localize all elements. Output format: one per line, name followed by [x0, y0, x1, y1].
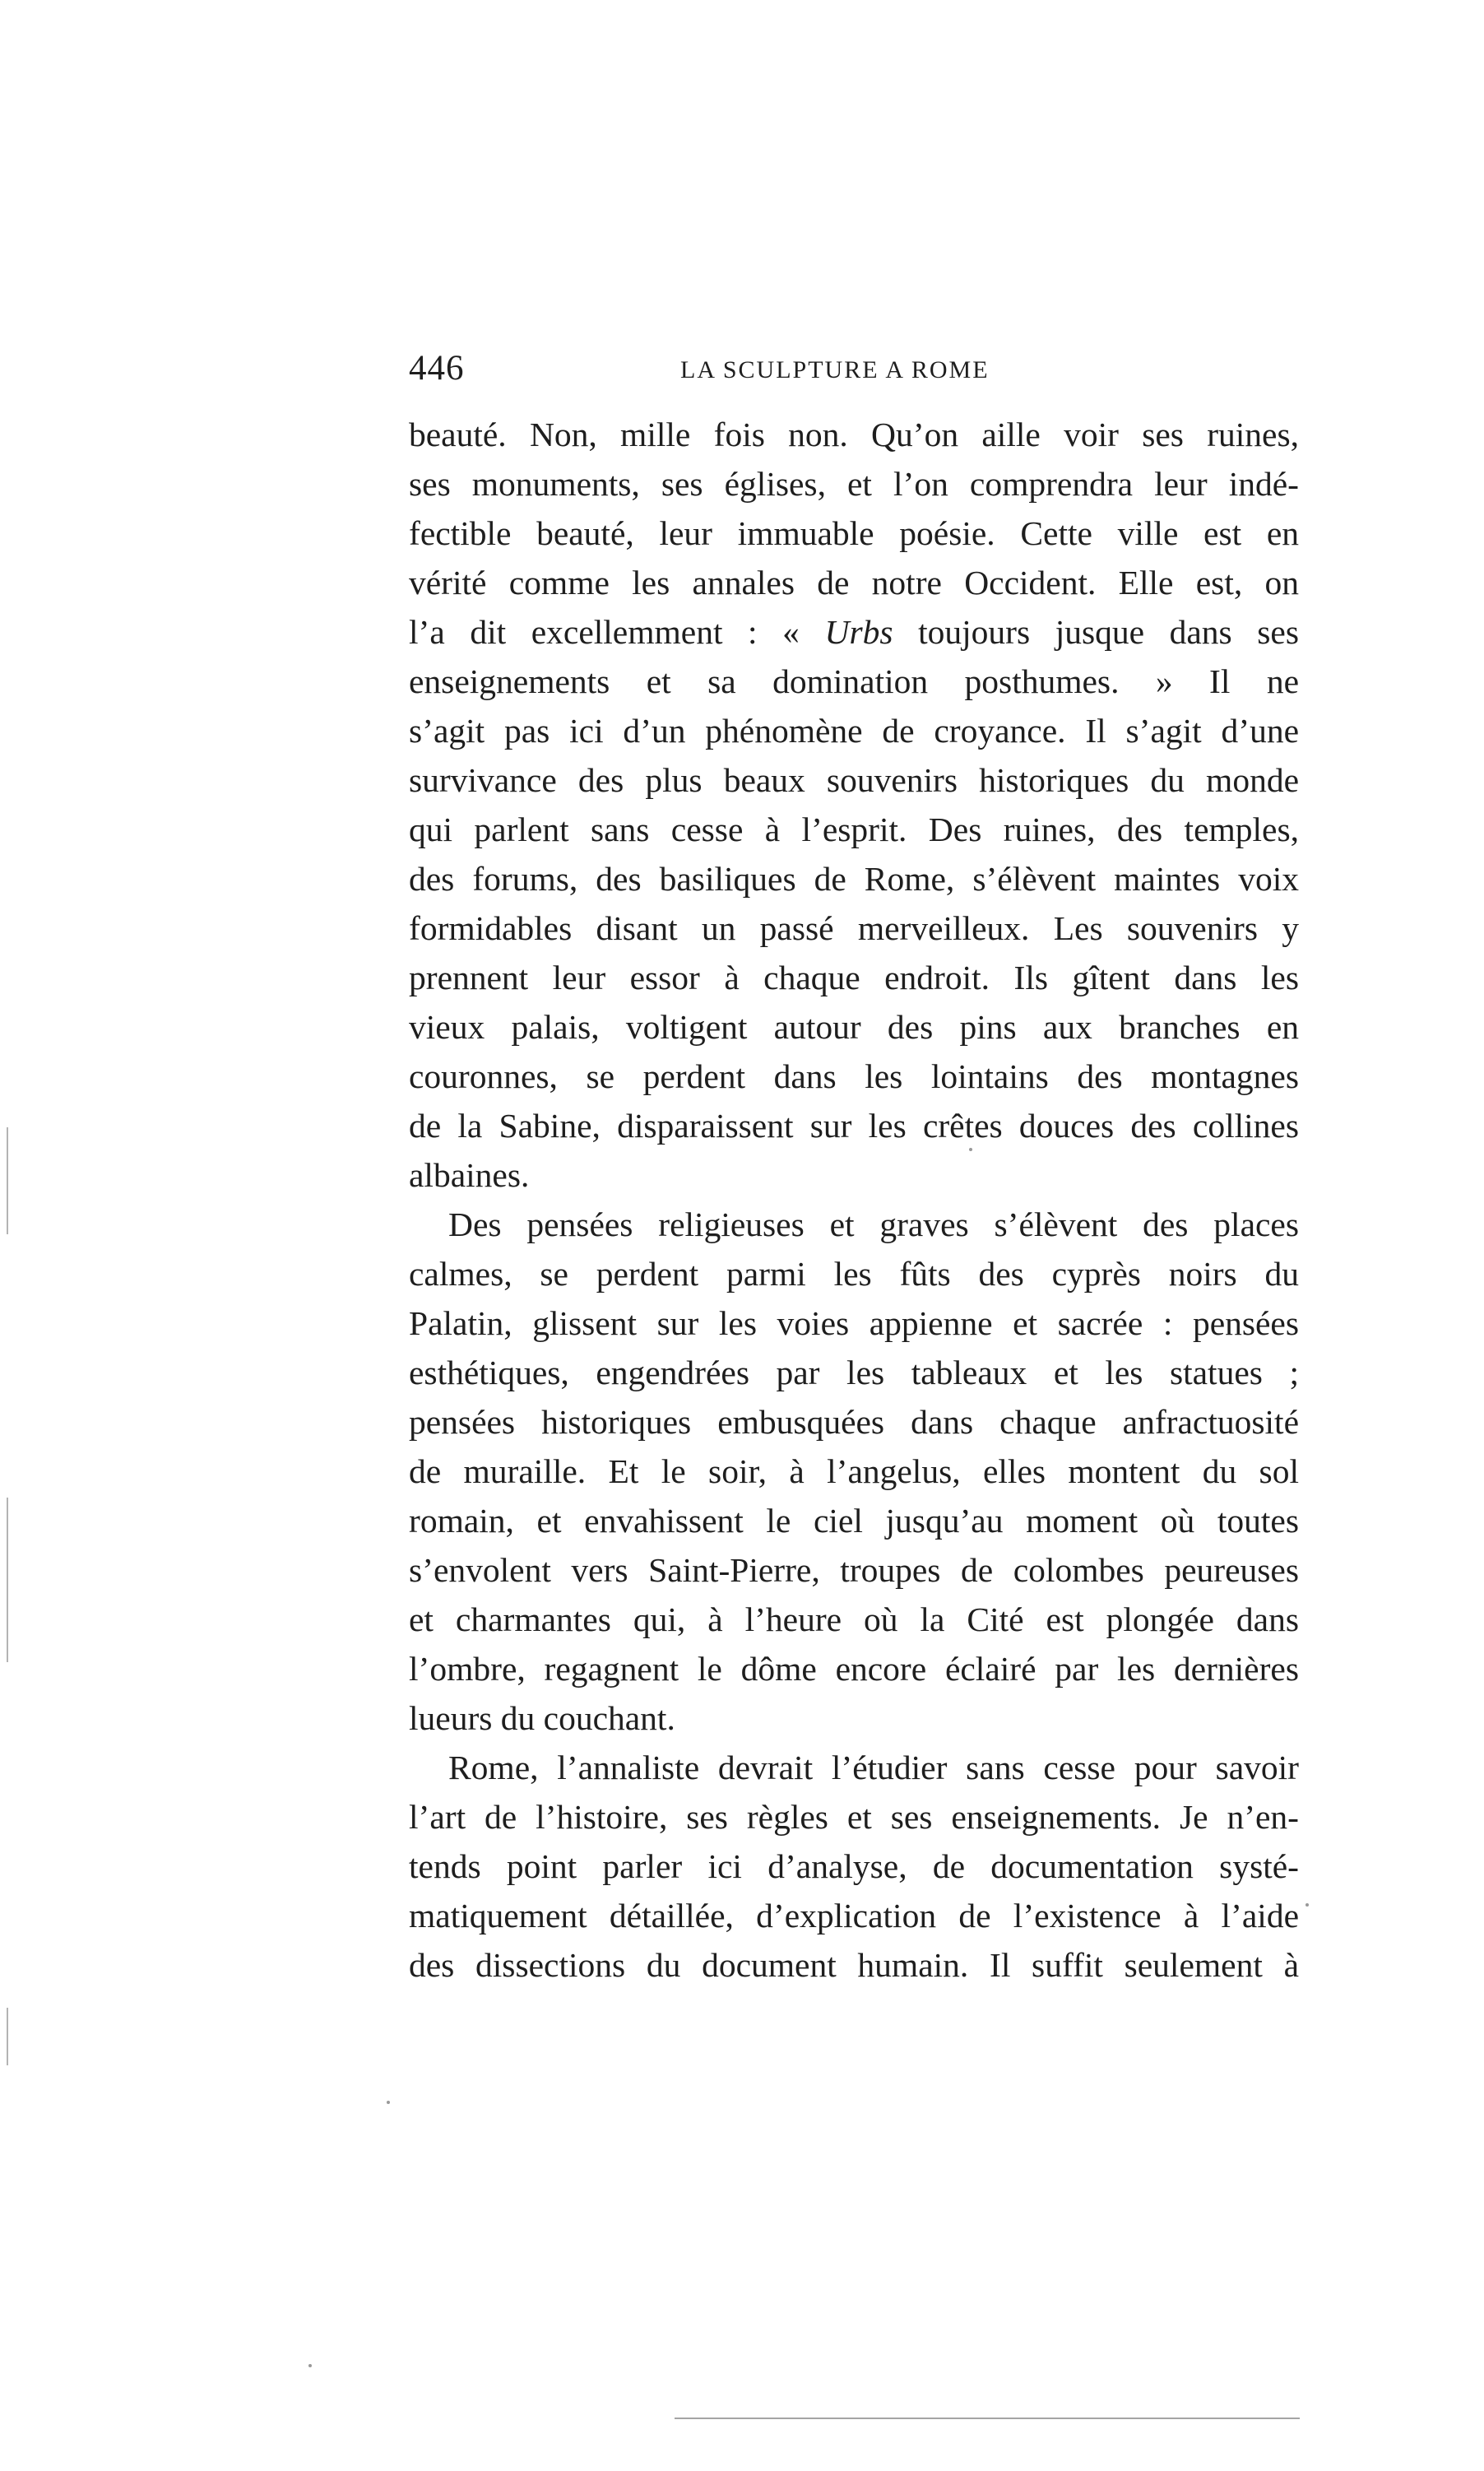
text-line: lueurs du couchant. — [409, 1699, 675, 1737]
text-line: de la Sabine, disparaissent sur les crêtes douces des collines — [409, 1107, 1299, 1145]
text-line: vérité comme les annales de notre Occident. Elle est, on — [409, 564, 1299, 601]
text-line: de muraille. Et le soir, à l’angelus, elles montent du sol — [409, 1452, 1299, 1490]
text-line: Des pensées religieuses et graves s’élèvent des places — [448, 1205, 1299, 1243]
text-line: l’ombre, regagnent le dôme encore éclairé par les dernières — [409, 1650, 1299, 1688]
scan-artifact — [387, 2101, 390, 2104]
text-line: prennent leur essor à chaque endroit. Ils gîtent dans les — [409, 959, 1299, 996]
text-line: ses monuments, ses églises, et l’on comprendra leur indé- — [409, 465, 1299, 503]
text-line: s’agit pas ici d’un phénomène de croyance. Il s’agit d’une — [409, 712, 1299, 750]
page-number: 446 — [409, 349, 465, 388]
text-line: esthétiques, engendrées par les tableaux et les statues ; — [409, 1354, 1299, 1391]
text-line: fectible beauté, leur immuable poésie. Cette ville est en — [409, 514, 1299, 552]
text-line: romain, et envahissent le ciel jusqu’au moment où toutes — [409, 1502, 1299, 1540]
scan-artifact — [7, 2008, 8, 2065]
text-line-urbs — [409, 607, 1299, 657]
text-line: et charmantes qui, à l’heure où la Cité est plongée dans — [409, 1600, 1299, 1638]
text-line: s’envolent vers Saint-Pierre, troupes de colombes peureuses — [409, 1551, 1299, 1589]
text-line: des forums, des basiliques de Rome, s’élèvent maintes voix — [409, 860, 1299, 898]
line-segment: l’a dit excellemment : « Urbs toujours jusque dans ses — [409, 613, 1300, 651]
text-line: couronnes, se perdent dans les lointains des montagnes — [409, 1057, 1299, 1095]
text-line: tends point parler ici d’analyse, de documentation systé- — [409, 1847, 1299, 1885]
page-header — [409, 344, 1299, 393]
running-head: LA SCULPTURE A ROME — [680, 356, 990, 383]
text-line: calmes, se perdent parmi les fûts des cyprès noirs du — [409, 1255, 1299, 1293]
text-line: survivance des plus beaux souvenirs historiques du monde — [409, 761, 1299, 799]
scan-artifact — [308, 2364, 312, 2367]
text-line: vieux palais, voltigent autour des pins aux branches en — [409, 1008, 1299, 1046]
body-text — [409, 410, 1299, 1990]
text-line: qui parlent sans cesse à l’esprit. Des ruines, des temples, — [409, 811, 1299, 848]
text-line: Rome, l’annaliste devrait l’étudier sans cesse pour savoir — [448, 1749, 1299, 1786]
scan-artifact — [969, 1148, 972, 1151]
text-line: enseignements et sa domination posthumes. » Il ne — [409, 662, 1299, 700]
text-line: albaines. — [409, 1156, 530, 1194]
text-line: des dissections du document humain. Il suffit seulement à — [409, 1946, 1299, 1984]
text-line: matiquement détaillée, d’explication de l’existence à l’aide — [409, 1897, 1299, 1935]
text-line: pensées historiques embusquées dans chaque anfractuosité — [409, 1403, 1299, 1441]
text-line: l’art de l’histoire, ses règles et ses enseignements. Je n’en- — [409, 1798, 1299, 1836]
text-line: beauté. Non, mille fois non. Qu’on aille voir ses ruines, — [409, 416, 1299, 453]
scan-artifact — [7, 1498, 8, 1662]
text-line: Palatin, glissent sur les voies appienne et sacrée : pensées — [409, 1304, 1299, 1342]
scan-artifact — [7, 1127, 8, 1234]
italic-word: Urbs — [824, 613, 893, 651]
scan-artifact — [1305, 1903, 1309, 1907]
scan-artifact — [675, 2418, 1300, 2419]
text-line: formidables disant un passé merveilleux. Les souvenirs y — [409, 909, 1299, 947]
